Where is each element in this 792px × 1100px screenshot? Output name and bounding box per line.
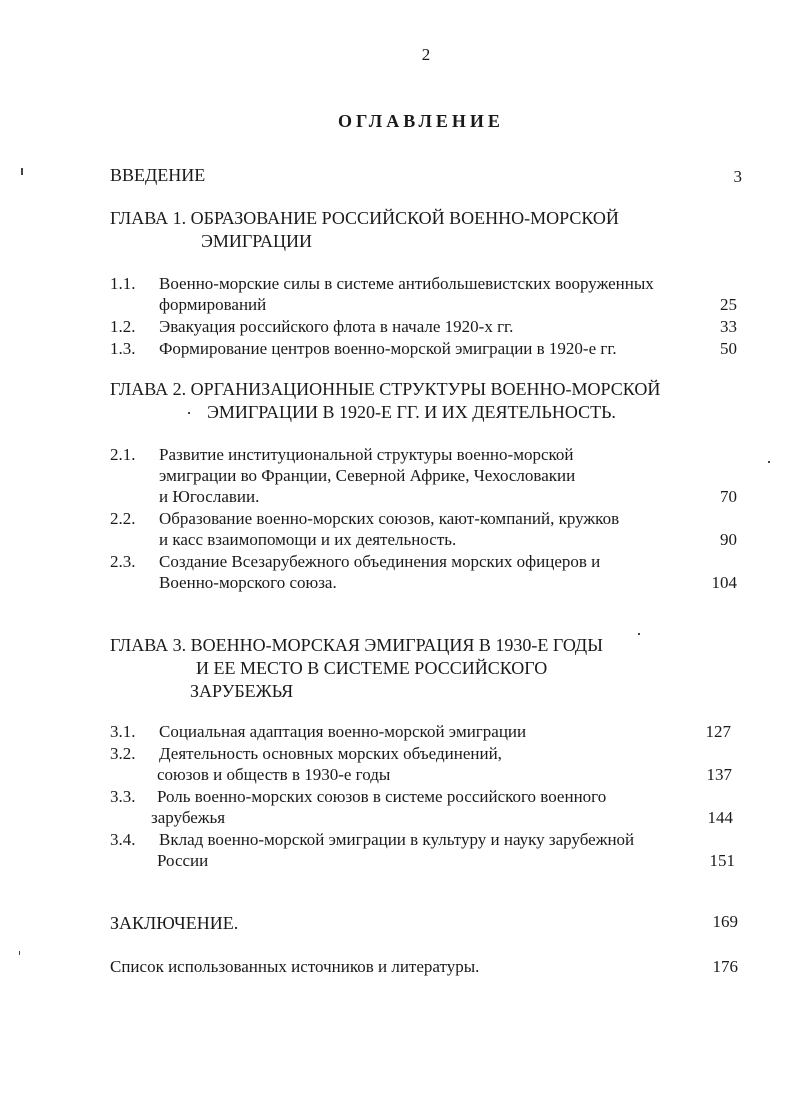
toc-item-2-3[interactable]: Создание Всезарубежного объединения морских офицеров и (159, 552, 601, 571)
toc-item-number: 3.1. (110, 722, 136, 741)
scan-speck (21, 168, 23, 175)
toc-item-2-1-cont[interactable]: и Югославии. (159, 487, 260, 506)
toc-item-3-3-page: 144 (707, 808, 733, 827)
page-number: 2 (421, 45, 431, 64)
toc-item-3-1[interactable]: Социальная адаптация военно-морской эмиграции (159, 722, 527, 741)
toc-item-number: 2.1. (110, 445, 136, 464)
toc-item-1-3[interactable]: Формирование центров военно-морской эмиграции в 1920-е гг. (159, 339, 617, 358)
toc-item-3-1-page: 127 (705, 722, 731, 741)
toc-item-1-1-cont[interactable]: формирований (159, 295, 267, 314)
toc-item-2-2-cont[interactable]: и касс взаимопомощи и их деятельность. (159, 530, 457, 549)
toc-item-1-1[interactable]: Военно-морские силы в системе антибольшевистских вооруженных (159, 274, 654, 293)
toc-item-3-4-page: 151 (709, 851, 735, 870)
chapter-2-heading[interactable]: ГЛАВА 2. ОРГАНИЗАЦИОННЫЕ СТРУКТУРЫ ВОЕННО-МОРСКОЙ (110, 379, 661, 399)
chapter-1-heading-cont[interactable]: ЭМИГРАЦИИ (201, 231, 312, 251)
toc-item-2-1[interactable]: Развитие институциональной структуры военно-морской (159, 445, 574, 464)
scan-speck (188, 412, 190, 414)
toc-item-3-3[interactable]: Роль военно-морских союзов в системе российского военного (157, 787, 607, 806)
scan-speck (768, 461, 770, 463)
toc-bibliography-page: 176 (712, 957, 738, 976)
toc-item-2-3-cont[interactable]: Военно-морского союза. (159, 573, 337, 592)
toc-item-number: 1.2. (110, 317, 136, 336)
toc-item-2-1-page: 70 (720, 487, 737, 506)
toc-bibliography-label[interactable]: Список использованных источников и литературы. (110, 957, 480, 976)
toc-item-number: 1.3. (110, 339, 136, 358)
toc-item-2-3-page: 104 (711, 573, 737, 592)
toc-item-number: 1.1. (110, 274, 136, 293)
chapter-3-heading[interactable]: ГЛАВА 3. ВОЕННО-МОРСКАЯ ЭМИГРАЦИЯ В 1930-Е ГОДЫ (110, 635, 603, 655)
toc-item-1-2-page: 33 (720, 317, 737, 336)
toc-intro-page: 3 (733, 167, 742, 186)
toc-item-number: 3.2. (110, 744, 136, 763)
toc-item-1-2[interactable]: Эвакуация российского флота в начале 1920-х гг. (159, 317, 514, 336)
toc-item-2-2[interactable]: Образование военно-морских союзов, кают-компаний, кружков (159, 509, 620, 528)
toc-item-3-4-cont[interactable]: России (157, 851, 209, 870)
chapter-3-heading-cont[interactable]: И ЕЕ МЕСТО В СИСТЕМЕ РОССИЙСКОГО (196, 658, 548, 678)
page-title: ОГЛАВЛЕНИЕ (338, 111, 504, 131)
toc-conclusion-label[interactable]: ЗАКЛЮЧЕНИЕ. (110, 913, 239, 933)
toc-item-number: 3.4. (110, 830, 136, 849)
toc-item-2-2-page: 90 (720, 530, 737, 549)
toc-item-number: 2.3. (110, 552, 136, 571)
toc-item-3-2[interactable]: Деятельность основных морских объединений, (159, 744, 502, 763)
toc-conclusion-page: 169 (712, 912, 738, 931)
toc-item-number: 3.3. (110, 787, 136, 806)
scan-speck (638, 633, 640, 635)
scan-speck (19, 951, 20, 955)
toc-item-3-2-page: 137 (706, 765, 732, 784)
chapter-2-heading-cont[interactable]: ЭМИГРАЦИИ В 1920-Е ГГ. И ИХ ДЕЯТЕЛЬНОСТЬ. (207, 402, 616, 422)
toc-item-3-3-cont[interactable]: зарубежья (151, 808, 226, 827)
toc-item-number: 2.2. (110, 509, 136, 528)
toc-item-3-2-cont[interactable]: союзов и обществ в 1930-е годы (157, 765, 391, 784)
toc-intro-label[interactable]: ВВЕДЕНИЕ (110, 165, 206, 185)
toc-item-2-1-cont[interactable]: эмиграции во Франции, Северной Африке, Чехословакии (159, 466, 576, 485)
chapter-1-heading[interactable]: ГЛАВА 1. ОБРАЗОВАНИЕ РОССИЙСКОЙ ВОЕННО-МОРСКОЙ (110, 208, 619, 228)
chapter-3-heading-cont[interactable]: ЗАРУБЕЖЬЯ (190, 681, 294, 701)
toc-item-3-4[interactable]: Вклад военно-морской эмиграции в культуру и науку зарубежной (159, 830, 635, 849)
toc-item-1-1-page: 25 (720, 295, 737, 314)
toc-item-1-3-page: 50 (720, 339, 737, 358)
